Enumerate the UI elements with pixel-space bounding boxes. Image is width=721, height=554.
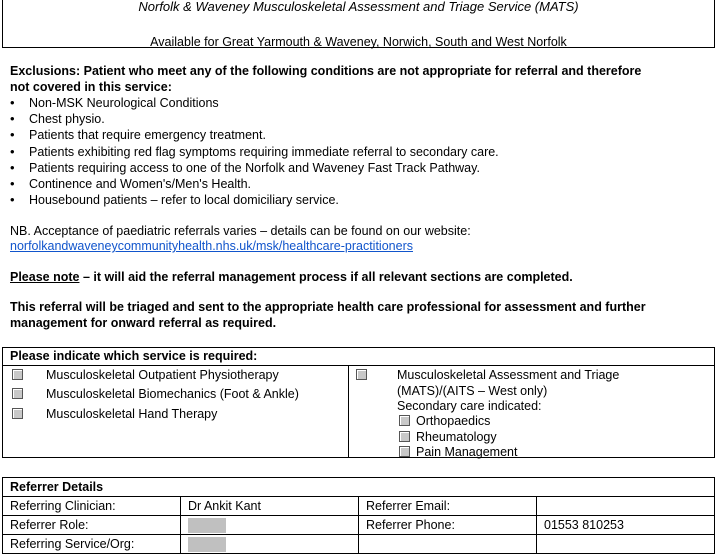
- email-label: Referrer Email:: [359, 497, 537, 516]
- referrer-heading-row: [3, 478, 715, 497]
- please-note-line: [10, 270, 573, 284]
- exclusion-item: • Patients that require emergency treatment.: [10, 127, 499, 143]
- referrer-details-table: [2, 477, 715, 554]
- triage-line2: management for onward referral as required.: [10, 316, 277, 330]
- checkbox-hand-therapy[interactable]: [12, 408, 23, 419]
- clinician-value[interactable]: Dr Ankit Kant: [181, 497, 359, 516]
- option-mats-line2: (MATS)/(AITS – West only): [397, 384, 548, 398]
- please-note-text: – it will aid the referral management process if all relevant sections are completed.: [79, 270, 573, 284]
- table-row: [3, 535, 715, 554]
- exclusion-item: • Continence and Women's/Men's Health.: [10, 176, 499, 192]
- exclusion-item: • Patients requiring access to one of the Norfolk and Waveney Fast Track Pathway.: [10, 160, 499, 176]
- referrer-heading: Referrer Details: [3, 478, 715, 497]
- email-value[interactable]: [537, 497, 715, 516]
- role-value[interactable]: [181, 516, 359, 535]
- redacted-field: [188, 537, 226, 552]
- service-title: Norfolk & Waveney Musculoskeletal Assessment and Triage Service (MATS): [138, 0, 579, 14]
- checkbox-outpatient-physio[interactable]: [12, 369, 23, 380]
- exclusion-item: • Chest physio.: [10, 111, 499, 127]
- option-pain-management: Pain Management: [416, 445, 518, 459]
- column-divider: [348, 366, 349, 457]
- exclusion-item: • Housebound patients – refer to local domiciliary service.: [10, 192, 499, 208]
- phone-label: Referrer Phone:: [359, 516, 537, 535]
- empty-cell: [537, 535, 715, 554]
- checkbox-orthopaedics[interactable]: [399, 415, 410, 426]
- exclusion-item: • Non-MSK Neurological Conditions: [10, 95, 499, 111]
- service-org-label: Referring Service/Org:: [3, 535, 181, 554]
- exclusions-heading-line1: Exclusions: Patient who meet any of the following conditions are not appropriate for referral and therefore: [10, 64, 642, 78]
- table-row: [3, 516, 715, 535]
- phone-value[interactable]: 01553 810253: [537, 516, 715, 535]
- service-org-value[interactable]: [181, 535, 359, 554]
- nb-text: NB. Acceptance of paediatric referrals varies – details can be found on our website:: [10, 224, 471, 238]
- service-selection-table: [2, 347, 715, 458]
- option-outpatient-physio: Musculoskeletal Outpatient Physiotherapy: [46, 368, 279, 382]
- triage-line1: This referral will be triaged and sent to the appropriate health care professional for assessment and further: [10, 300, 646, 314]
- service-heading: Please indicate which service is required:: [10, 349, 258, 363]
- clinician-label: Referring Clinician:: [3, 497, 181, 516]
- checkbox-biomechanics[interactable]: [12, 388, 23, 399]
- website-link[interactable]: norfolkandwaveneycommunityhealth.nhs.uk/msk/healthcare-practitioners: [10, 239, 413, 253]
- option-biomechanics: Musculoskeletal Biomechanics (Foot & Ankle): [46, 387, 299, 401]
- header-box: [2, 0, 715, 48]
- empty-cell: [359, 535, 537, 554]
- checkbox-pain-management[interactable]: [399, 446, 410, 457]
- table-row: [3, 497, 715, 516]
- service-heading-row: [3, 348, 714, 366]
- checkbox-mats[interactable]: [356, 369, 367, 380]
- option-mats-line1: Musculoskeletal Assessment and Triage: [397, 368, 620, 382]
- redacted-field: [188, 518, 226, 533]
- exclusion-item: • Patients exhibiting red flag symptoms requiring immediate referral to secondary care.: [10, 144, 499, 160]
- checkbox-rheumatology[interactable]: [399, 431, 410, 442]
- secondary-care-label: Secondary care indicated:: [397, 399, 542, 413]
- option-orthopaedics: Orthopaedics: [416, 414, 491, 428]
- exclusions-list: [10, 95, 499, 208]
- availability-text: Available for Great Yarmouth & Waveney, Norwich, South and West Norfolk: [150, 35, 567, 49]
- option-rheumatology: Rheumatology: [416, 430, 497, 444]
- option-hand-therapy: Musculoskeletal Hand Therapy: [46, 407, 218, 421]
- role-label: Referrer Role:: [3, 516, 181, 535]
- please-note-label: Please note: [10, 270, 80, 284]
- exclusions-heading-line2: not covered in this service:: [10, 80, 172, 94]
